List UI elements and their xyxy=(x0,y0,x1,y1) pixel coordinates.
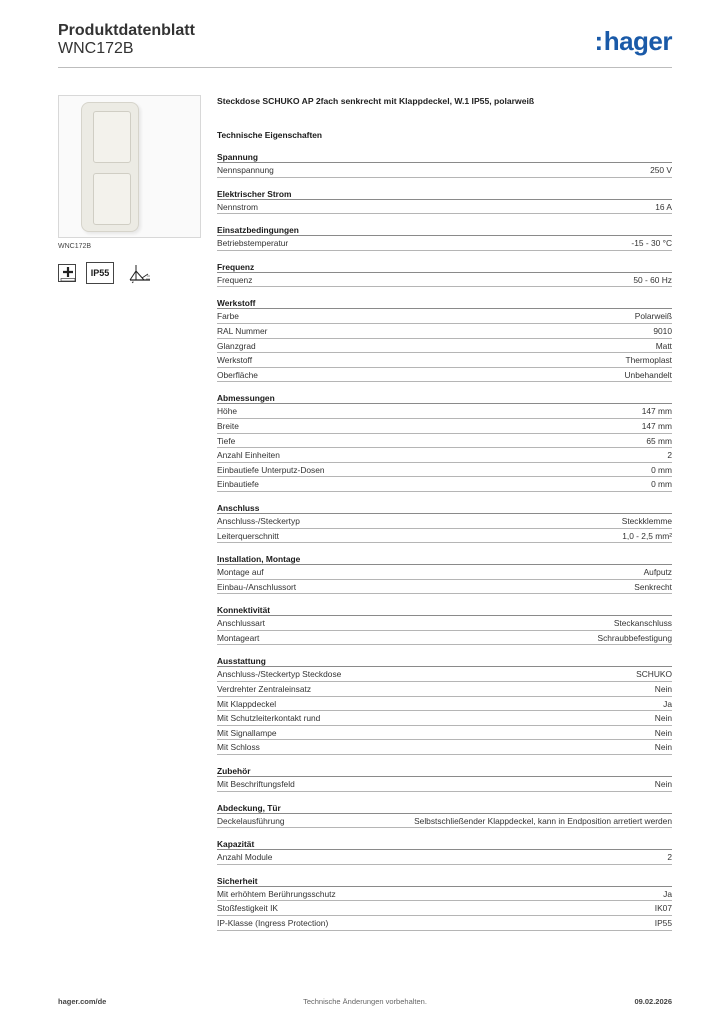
spec-value: 0 mm xyxy=(651,464,672,475)
header-divider xyxy=(58,67,672,68)
spec-value: Polarweiß xyxy=(634,311,672,322)
footer-date: 09.02.2026 xyxy=(634,997,672,1006)
spec-row xyxy=(217,404,672,419)
spec-section-title: Werkstoff xyxy=(217,298,672,309)
spec-value: SCHUKO xyxy=(636,669,672,680)
spec-value: Senkrecht xyxy=(634,581,672,592)
spec-row xyxy=(217,565,672,580)
spec-row xyxy=(217,324,672,339)
spec-label: Leiterquerschnitt xyxy=(217,530,279,541)
spec-label: Mit Signallampe xyxy=(217,727,277,738)
spec-label: Nennspannung xyxy=(217,165,274,175)
spec-row xyxy=(217,236,672,251)
spec-value: 50 - 60 Hz xyxy=(633,274,672,285)
spec-row xyxy=(217,901,672,916)
product-sidebar xyxy=(58,95,201,284)
spec-section xyxy=(217,262,672,288)
spec-value: 65 mm xyxy=(646,435,672,446)
spec-section-title: Installation, Montage xyxy=(217,554,672,565)
ik-impact-icon xyxy=(124,262,154,284)
spec-label: Mit Klappdeckel xyxy=(217,698,277,709)
spec-section xyxy=(217,803,672,829)
spec-section xyxy=(217,766,672,792)
spec-row xyxy=(217,419,672,434)
spec-row xyxy=(217,740,672,755)
spec-label: Nennstrom xyxy=(217,201,258,212)
spec-value: Schraubbefestigung xyxy=(597,632,672,643)
product-image xyxy=(58,95,201,238)
spec-row xyxy=(217,514,672,529)
product-number: WNC172B xyxy=(58,40,134,57)
spec-section xyxy=(217,189,672,215)
spec-label: Farbe xyxy=(217,311,239,322)
spec-section-title: Einsatzbedingungen xyxy=(217,225,672,236)
spec-label: Einbautiefe xyxy=(217,479,259,490)
spec-row xyxy=(217,477,672,492)
spec-value: Aufputz xyxy=(643,567,672,578)
spec-section xyxy=(217,225,672,251)
spec-row xyxy=(217,448,672,463)
spec-row xyxy=(217,368,672,383)
spec-value: 2 xyxy=(667,450,672,461)
spec-label: Montageart xyxy=(217,632,260,643)
spec-value: -15 - 30 °C xyxy=(631,238,672,249)
spec-section xyxy=(217,605,672,645)
spec-value: Unbehandelt xyxy=(624,369,672,380)
spec-row xyxy=(217,814,672,829)
spec-label: Breite xyxy=(217,420,239,431)
spec-row xyxy=(217,682,672,697)
spec-label: Anzahl Einheiten xyxy=(217,450,280,461)
spec-section xyxy=(217,876,672,931)
technical-properties-heading: Technische Eigenschaften xyxy=(217,130,323,140)
spec-value: Steckanschluss xyxy=(613,618,672,629)
spec-label: Oberfläche xyxy=(217,369,258,380)
ip55-badge: IP55 xyxy=(86,262,114,284)
spec-label: Höhe xyxy=(217,406,238,417)
protection-class-icon xyxy=(58,264,76,282)
spec-section xyxy=(217,554,672,594)
spec-label: Einbau-/Anschlussort xyxy=(217,581,297,592)
spec-value: Nein xyxy=(654,727,672,738)
spec-label: Glanzgrad xyxy=(217,340,256,351)
spec-row xyxy=(217,434,672,449)
spec-value: IP55 xyxy=(654,918,672,928)
spec-value: Nein xyxy=(654,779,672,790)
spec-label: Montage auf xyxy=(217,567,264,578)
spec-label: Verdrehter Zentraleinsatz xyxy=(217,684,312,695)
spec-row xyxy=(217,616,672,631)
spec-row xyxy=(217,200,672,215)
spec-row xyxy=(217,463,672,478)
spec-value: 0 mm xyxy=(651,479,672,490)
spec-row xyxy=(217,667,672,682)
logo-text: hager xyxy=(603,26,672,56)
spec-label: Mit Beschriftungsfeld xyxy=(217,779,295,790)
spec-label: Frequenz xyxy=(217,274,253,285)
product-image-caption: WNC172B xyxy=(58,243,92,250)
socket-flap-top xyxy=(93,111,131,163)
spec-value: 2 xyxy=(667,852,672,863)
spec-row xyxy=(217,697,672,712)
spec-row xyxy=(217,339,672,354)
spec-label: Stoßfestigkeit IK xyxy=(217,903,278,914)
spec-label: Anzahl Module xyxy=(217,852,273,863)
footer-website: hager.com/de xyxy=(58,997,107,1006)
spec-label: Anschlussart xyxy=(217,618,265,629)
spec-section-title: Elektrischer Strom xyxy=(217,189,672,200)
spec-value: 147 mm xyxy=(641,406,672,417)
spec-value: Matt xyxy=(655,340,672,351)
spec-section xyxy=(217,503,672,543)
spec-value: Nein xyxy=(654,713,672,724)
spec-section-title: Abdeckung, Tür xyxy=(217,803,672,814)
spec-row xyxy=(217,850,672,865)
spec-section xyxy=(217,393,672,492)
spec-sections xyxy=(217,152,672,931)
spec-value: Ja xyxy=(663,888,672,899)
footer-disclaimer: Technische Änderungen vorbehalten. xyxy=(303,997,427,1006)
spec-section xyxy=(217,839,672,865)
spec-value: Steckklemme xyxy=(621,515,672,526)
spec-label: IP-Klasse (Ingress Protection) xyxy=(217,918,329,928)
spec-section-title: Sicherheit xyxy=(217,876,672,887)
spec-value: Nein xyxy=(654,742,672,753)
spec-section-title: Frequenz xyxy=(217,262,672,273)
spec-label: Mit erhöhtem Berührungsschutz xyxy=(217,888,336,899)
spec-label: Tiefe xyxy=(217,435,236,446)
spec-label: Anschluss-/Steckertyp Steckdose xyxy=(217,669,342,680)
spec-value: Selbstschließender Klappdeckel, kann in Endposition arretiert werden xyxy=(414,815,672,826)
spec-row xyxy=(217,726,672,741)
spec-row xyxy=(217,580,672,595)
spec-row xyxy=(217,887,672,902)
spec-label: Mit Schutzleiterkontakt rund xyxy=(217,713,321,724)
socket-housing xyxy=(81,102,139,232)
spec-row xyxy=(217,711,672,726)
spec-label: Betriebstemperatur xyxy=(217,238,289,249)
spec-row xyxy=(217,309,672,324)
spec-row xyxy=(217,916,672,931)
spec-label: RAL Nummer xyxy=(217,325,268,336)
spec-label: Einbautiefe Unterputz-Dosen xyxy=(217,464,325,475)
spec-section-title: Abmessungen xyxy=(217,393,672,404)
hager-logo: :hager xyxy=(594,26,672,56)
spec-value: 250 V xyxy=(650,165,672,175)
spec-row xyxy=(217,777,672,792)
spec-label: Werkstoff xyxy=(217,355,253,366)
document-title: Produktdatenblatt xyxy=(58,22,195,39)
spec-label: Anschluss-/Steckertyp xyxy=(217,515,300,526)
spec-section xyxy=(217,152,672,178)
spec-section xyxy=(217,298,672,382)
spec-value: 147 mm xyxy=(641,420,672,431)
document-header xyxy=(58,22,195,58)
spec-value: 1,0 - 2,5 mm² xyxy=(622,530,672,541)
spec-section xyxy=(217,656,672,755)
spec-value: IK07 xyxy=(654,903,672,914)
product-description: Steckdose SCHUKO AP 2fach senkrecht mit Klappdeckel, W.1 IP55, polarweiß xyxy=(217,96,535,106)
spec-section-title: Ausstattung xyxy=(217,656,672,667)
spec-value: Nein xyxy=(654,684,672,695)
spec-row xyxy=(217,163,672,178)
spec-value: 9010 xyxy=(653,325,672,336)
spec-label: Deckelausführung xyxy=(217,815,285,826)
spec-row xyxy=(217,353,672,368)
spec-section-title: Kapazität xyxy=(217,839,672,850)
spec-section-title: Konnektivität xyxy=(217,605,672,616)
spec-section-title: Zubehör xyxy=(217,766,672,777)
socket-flap-bottom xyxy=(93,173,131,225)
spec-section-title: Spannung xyxy=(217,152,672,163)
spec-row xyxy=(217,273,672,288)
spec-section-title: Anschluss xyxy=(217,503,672,514)
spec-value: 16 A xyxy=(655,201,672,212)
spec-value: Thermoplast xyxy=(625,355,672,366)
spec-row xyxy=(217,631,672,646)
specifications xyxy=(217,95,672,931)
spec-value: Ja xyxy=(663,698,672,709)
certification-icons xyxy=(58,262,201,284)
spec-row xyxy=(217,529,672,544)
spec-label: Mit Schloss xyxy=(217,742,260,753)
